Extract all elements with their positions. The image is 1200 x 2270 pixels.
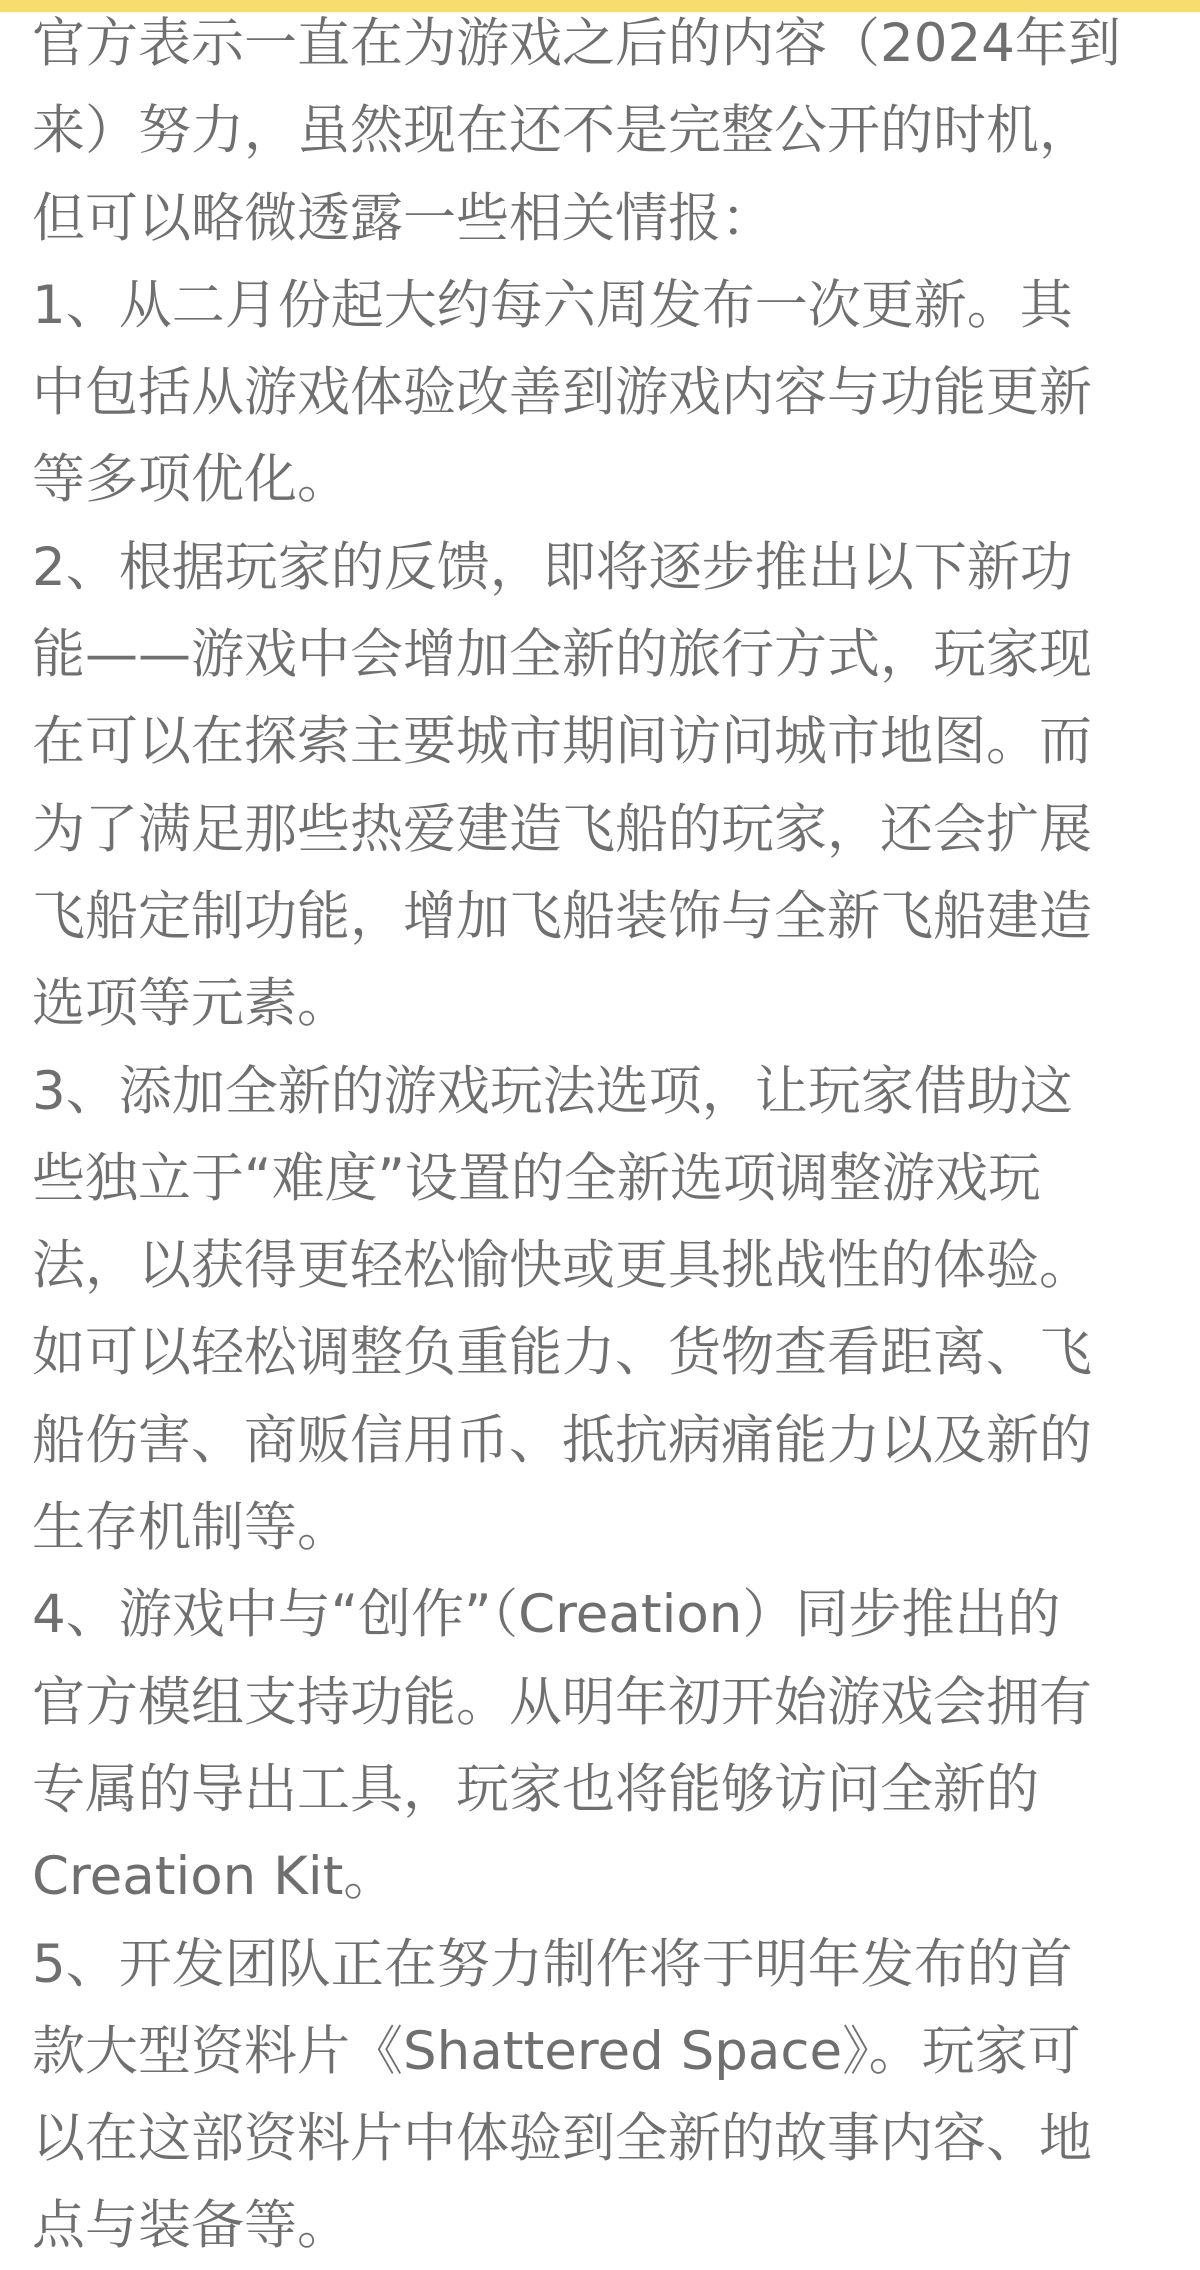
article-line: 如可以轻松调整负重能力、货物查看距离、飞 xyxy=(32,1322,1092,1384)
article-line: 4、游戏中与“创作”（Creation）同步推出的 xyxy=(32,1584,1061,1646)
article-line: 等多项优化。 xyxy=(32,449,350,511)
article-line: 来）努力，虽然现在还不是完整公开的时机， xyxy=(32,100,1092,162)
article-line: 2、根据玩家的反馈，即将逐步推出以下新功 xyxy=(32,536,1073,598)
article-line: 法，以获得更轻松愉快或更具挑战性的体验。 xyxy=(32,1235,1092,1297)
article-line: 些独立于“难度”设置的全新选项调整游戏玩 xyxy=(32,1147,1041,1209)
article-line: Creation Kit。 xyxy=(32,1846,397,1908)
article-line: 飞船定制功能，增加飞船装饰与全新飞船建造 xyxy=(32,885,1092,947)
article-line: 款大型资料片《Shattered Space》。玩家可 xyxy=(32,2020,1081,2082)
article-line: 1、从二月份起大约每六周发布一次更新。其 xyxy=(32,274,1073,336)
article-line: 为了满足那些热爱建造飞船的玩家，还会扩展 xyxy=(32,798,1092,860)
article-line: 生存机制等。 xyxy=(32,1497,350,1559)
article-line: 船伤害、商贩信用币、抵抗病痛能力以及新的 xyxy=(32,1409,1092,1471)
article-line: 能——游戏中会增加全新的旅行方式，玩家现 xyxy=(32,624,1092,686)
article-line: 点与装备等。 xyxy=(32,2195,350,2257)
article-line: 中包括从游戏体验改善到游戏内容与功能更新 xyxy=(32,362,1092,424)
article-line: 但可以略微透露一些相关情报： xyxy=(32,187,774,249)
article-line: 以在这部资料片中体验到全新的故事内容、地 xyxy=(32,2108,1092,2170)
article-line: 专属的导出工具，玩家也将能够访问全新的 xyxy=(32,1758,1039,1820)
article-line: 选项等元素。 xyxy=(32,973,350,1035)
article-line: 官方模组支持功能。从明年初开始游戏会拥有 xyxy=(32,1671,1092,1733)
article-line: 在可以在探索主要城市期间访问城市地图。而 xyxy=(32,711,1092,773)
article-line: 5、开发团队正在努力制作将于明年发布的首 xyxy=(32,1933,1073,1995)
article-body xyxy=(32,0,1182,2270)
article-line: 3、添加全新的游戏玩法选项，让玩家借助这 xyxy=(32,1060,1073,1122)
article-line: 官方表示一直在为游戏之后的内容（2024年到 xyxy=(32,13,1121,74)
